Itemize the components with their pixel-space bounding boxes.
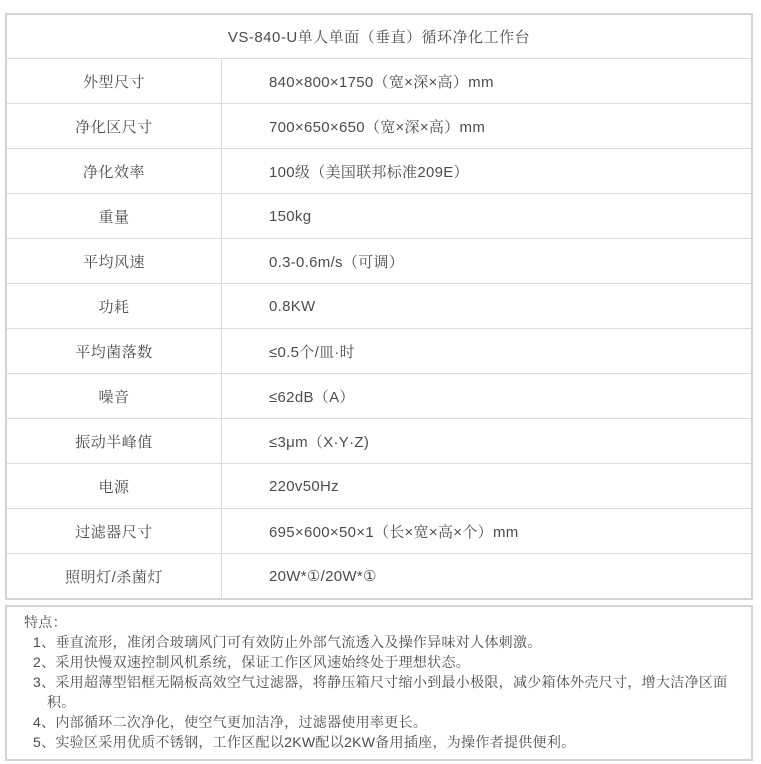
table-row <box>7 104 751 149</box>
table-row <box>7 419 751 464</box>
feature-item: 2、采用快慢双速控制风机系统，保证工作区风速始终处于理想状态。 <box>33 654 471 670</box>
table-row <box>7 329 751 374</box>
spec-value: 0.8KW <box>269 297 316 315</box>
spec-value: ≤0.5个/皿·时 <box>269 343 355 361</box>
table-row <box>7 59 751 104</box>
spec-label: 振动半峰值 <box>7 419 222 463</box>
feature-item: 4、内部循环二次净化，使空气更加洁净，过滤器使用率更长。 <box>33 714 428 730</box>
features-section <box>5 605 753 761</box>
table-row <box>7 509 751 554</box>
spec-label: 净化区尺寸 <box>7 104 222 148</box>
features-heading: 特点： <box>24 614 67 630</box>
spec-label: 照明灯/杀菌灯 <box>7 554 222 598</box>
spec-value: 150kg <box>269 207 312 225</box>
spec-label: 平均风速 <box>7 239 222 283</box>
table-row <box>7 239 751 284</box>
feature-item: 5、实验区采用优质不锈钢，工作区配以2KW配以2KW备用插座，为操作者提供便利。 <box>33 734 576 750</box>
spec-label: 重量 <box>7 194 222 238</box>
spec-label: 功耗 <box>7 284 222 328</box>
spec-value: 700×650×650（宽×深×高）mm <box>269 118 486 136</box>
spec-value: 840×800×1750（宽×深×高）mm <box>269 73 494 91</box>
spec-value: 100级（美国联邦标准209E） <box>269 163 469 181</box>
spec-label: 外型尺寸 <box>7 59 222 103</box>
spec-label: 过滤器尺寸 <box>7 509 222 553</box>
table-row <box>7 284 751 329</box>
spec-value: ≤62dB（A） <box>269 388 355 406</box>
table-row <box>7 554 751 598</box>
spec-value: 0.3-0.6m/s（可调） <box>269 253 405 271</box>
spec-value: 20W*①/20W*① <box>269 568 377 585</box>
spec-label: 电源 <box>7 464 222 508</box>
spec-label: 平均菌落数 <box>7 329 222 373</box>
feature-item: 1、垂直流形，准闭合玻璃风门可有效防止外部气流透入及操作异味对人体刺激。 <box>33 634 542 650</box>
spec-value: 220v50Hz <box>269 477 339 495</box>
spec-label: 净化效率 <box>7 149 222 193</box>
spec-value: 695×600×50×1（长×宽×高×个）mm <box>269 523 519 541</box>
spec-label: 噪音 <box>7 374 222 418</box>
spec-value: ≤3μm（X·Y·Z) <box>269 433 370 451</box>
table-row <box>7 149 751 194</box>
product-spec-table <box>5 13 753 600</box>
table-row <box>7 374 751 419</box>
table-row <box>7 194 751 239</box>
table-title: VS-840-U单人单面（垂直）循环净化工作台 <box>7 15 751 59</box>
table-row <box>7 464 751 509</box>
feature-item: 3、采用超薄型铝框无隔板高效空气过滤器，将静压箱尺寸缩小到最小极限，减少箱体外壳尺寸，增大洁净区面积。 <box>33 674 728 710</box>
